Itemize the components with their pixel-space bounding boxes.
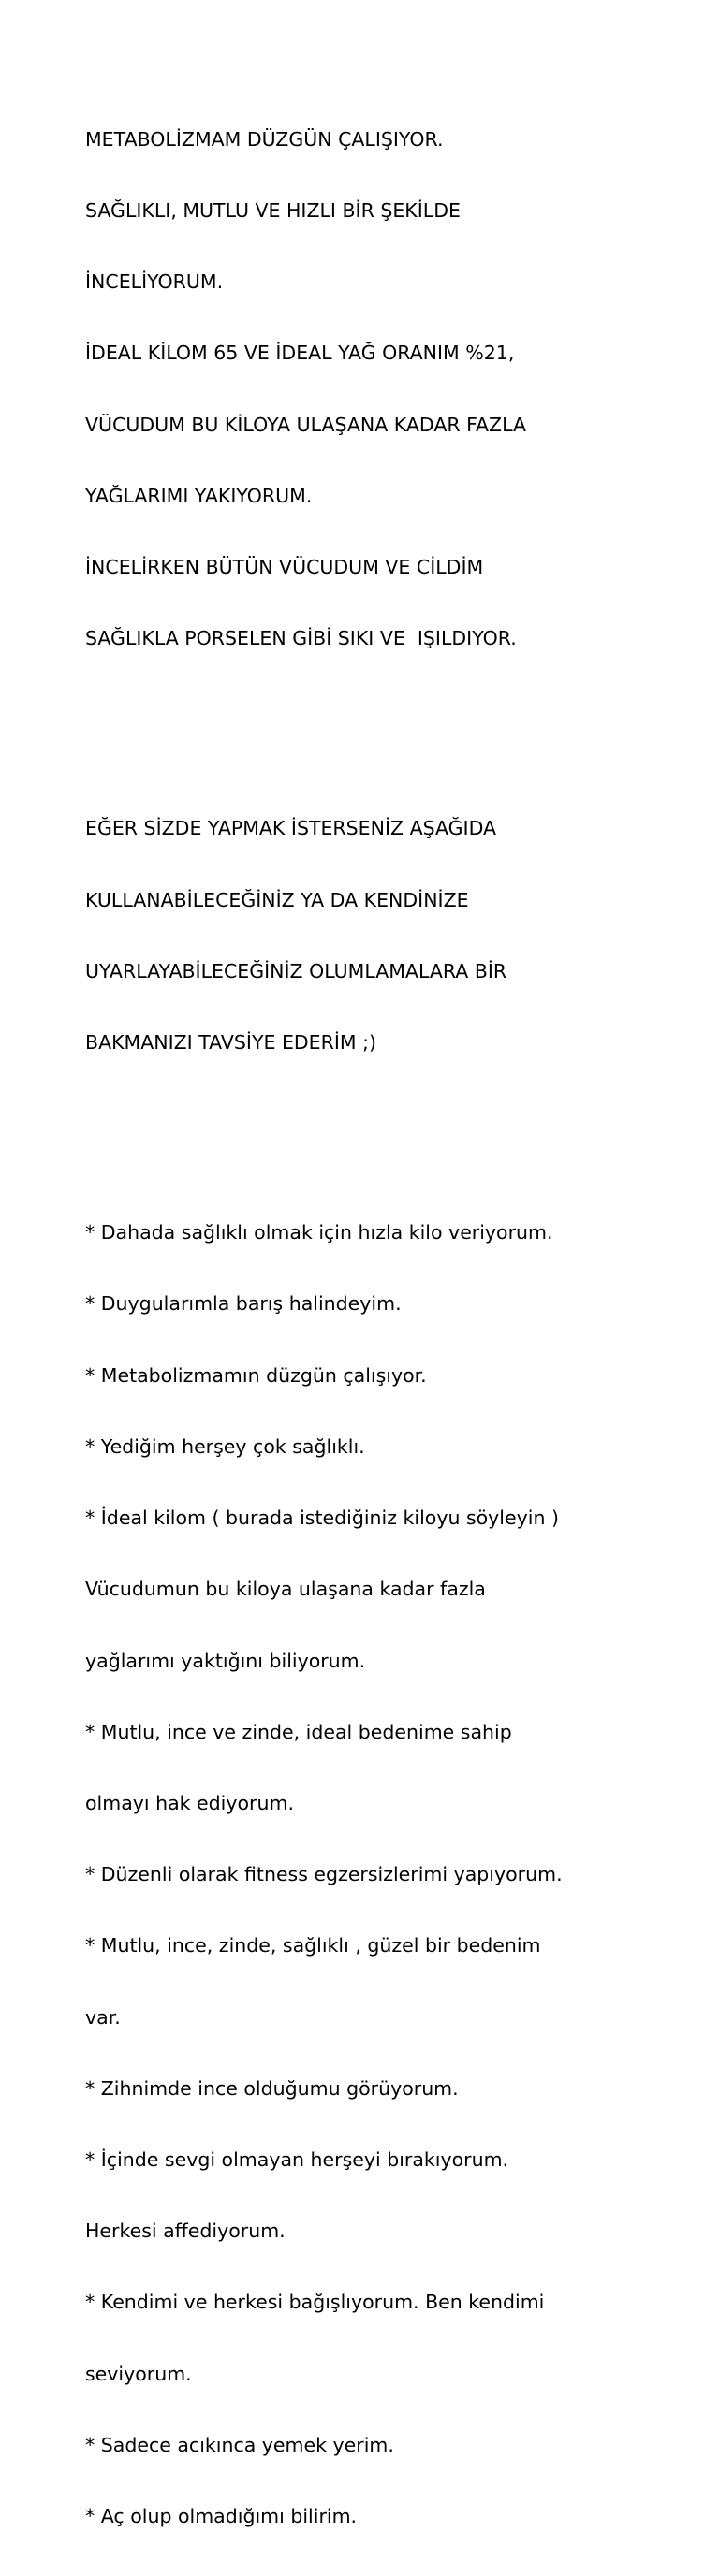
paragraph-spacer [85,1127,703,1150]
intro-line: İNCELİYORUM. [85,270,224,294]
affirmation-line: seviyorum. [85,2362,192,2385]
affirmation-line: * Sadece acıkınca yemek yerim. [85,2433,394,2456]
affirmation-line: * Aç olup olmadığımı bilirim. [85,2504,358,2527]
affirmation-line: * Mutlu, ince, zinde, sağlıklı , güzel bir bedenim [85,1934,541,1957]
affirmation-line: * Düzenli olarak fitness egzersizlerimi yapıyorum. [85,1863,563,1886]
intro-line: SAĞLIKLI, MUTLU VE HIZLI BİR ŞEKİLDE [85,199,461,223]
affirmation-line: * Zihnimde ince olduğumu görüyorum. [85,2076,459,2100]
intro-line: İNCELİRKEN BÜTÜN VÜCUDUM VE CİLDİM [85,556,484,579]
affirmation-line: Vücudumun bu kiloya ulaşana kadar fazla [85,1578,486,1601]
intro-line: İDEAL KİLOM 65 VE İDEAL YAĞ ORANIM %21, [85,342,515,365]
advice-line: UYARLAYABİLECEĞİNİZ OLUMLAMALARA BİR [85,959,507,982]
affirmation-line: * Kendimi ve herkesi bağışlıyorum. Ben kendimi [85,2291,545,2314]
affirmation-line: * Metabolizmamın düzgün çalışıyor. [85,1363,427,1387]
intro-line: SAĞLIKLA PORSELEN GİBİ SIKI VE IŞILDIYOR. [85,627,517,650]
advice-line: EĞER SİZDE YAPMAK İSTERSENİZ AŞAĞIDA [85,817,497,840]
affirmation-line: Herkesi affediyorum. [85,2219,286,2243]
affirmation-line: * Mutlu, ince ve zinde, ideal bedenime sahip [85,1720,512,1743]
affirmation-line: * Dahada sağlıklı olmak için hızla kilo veriyorum. [85,1221,553,1244]
advice-line: KULLANABİLECEĞİNİZ YA DA KENDİNİZE [85,888,469,911]
advice-line: BAKMANIZI TAVSİYE EDERİM ;) [85,1031,377,1055]
affirmation-line: * Yediğim herşey çok sağlıklı. [85,1434,365,1458]
affirmation-line: * Duygularımla barış halindeyim. [85,1292,402,1316]
affirmation-line: * İçinde sevgi olmayan herşeyi bırakıyorum. [85,2147,509,2171]
intro-line: YAĞLARIMI YAKIYORUM. [85,484,313,507]
affirmation-line: yağlarımı yaktığını biliyorum. [85,1649,366,1672]
intro-line: VÜCUDUM BU KİLOYA ULAŞANA KADAR FAZLA [85,413,527,436]
affirmation-line: var. [85,2005,121,2029]
affirmation-line: olmayı hak ediyorum. [85,1791,294,1814]
paragraph-spacer [85,722,703,746]
document-text [85,80,703,2576]
intro-line: METABOLİZMAM DÜZGÜN ÇALIŞIYOR. [85,127,444,151]
affirmation-line: * İdeal kilom ( burada istediğiniz kiloyu söyleyin ) [85,1506,559,1530]
